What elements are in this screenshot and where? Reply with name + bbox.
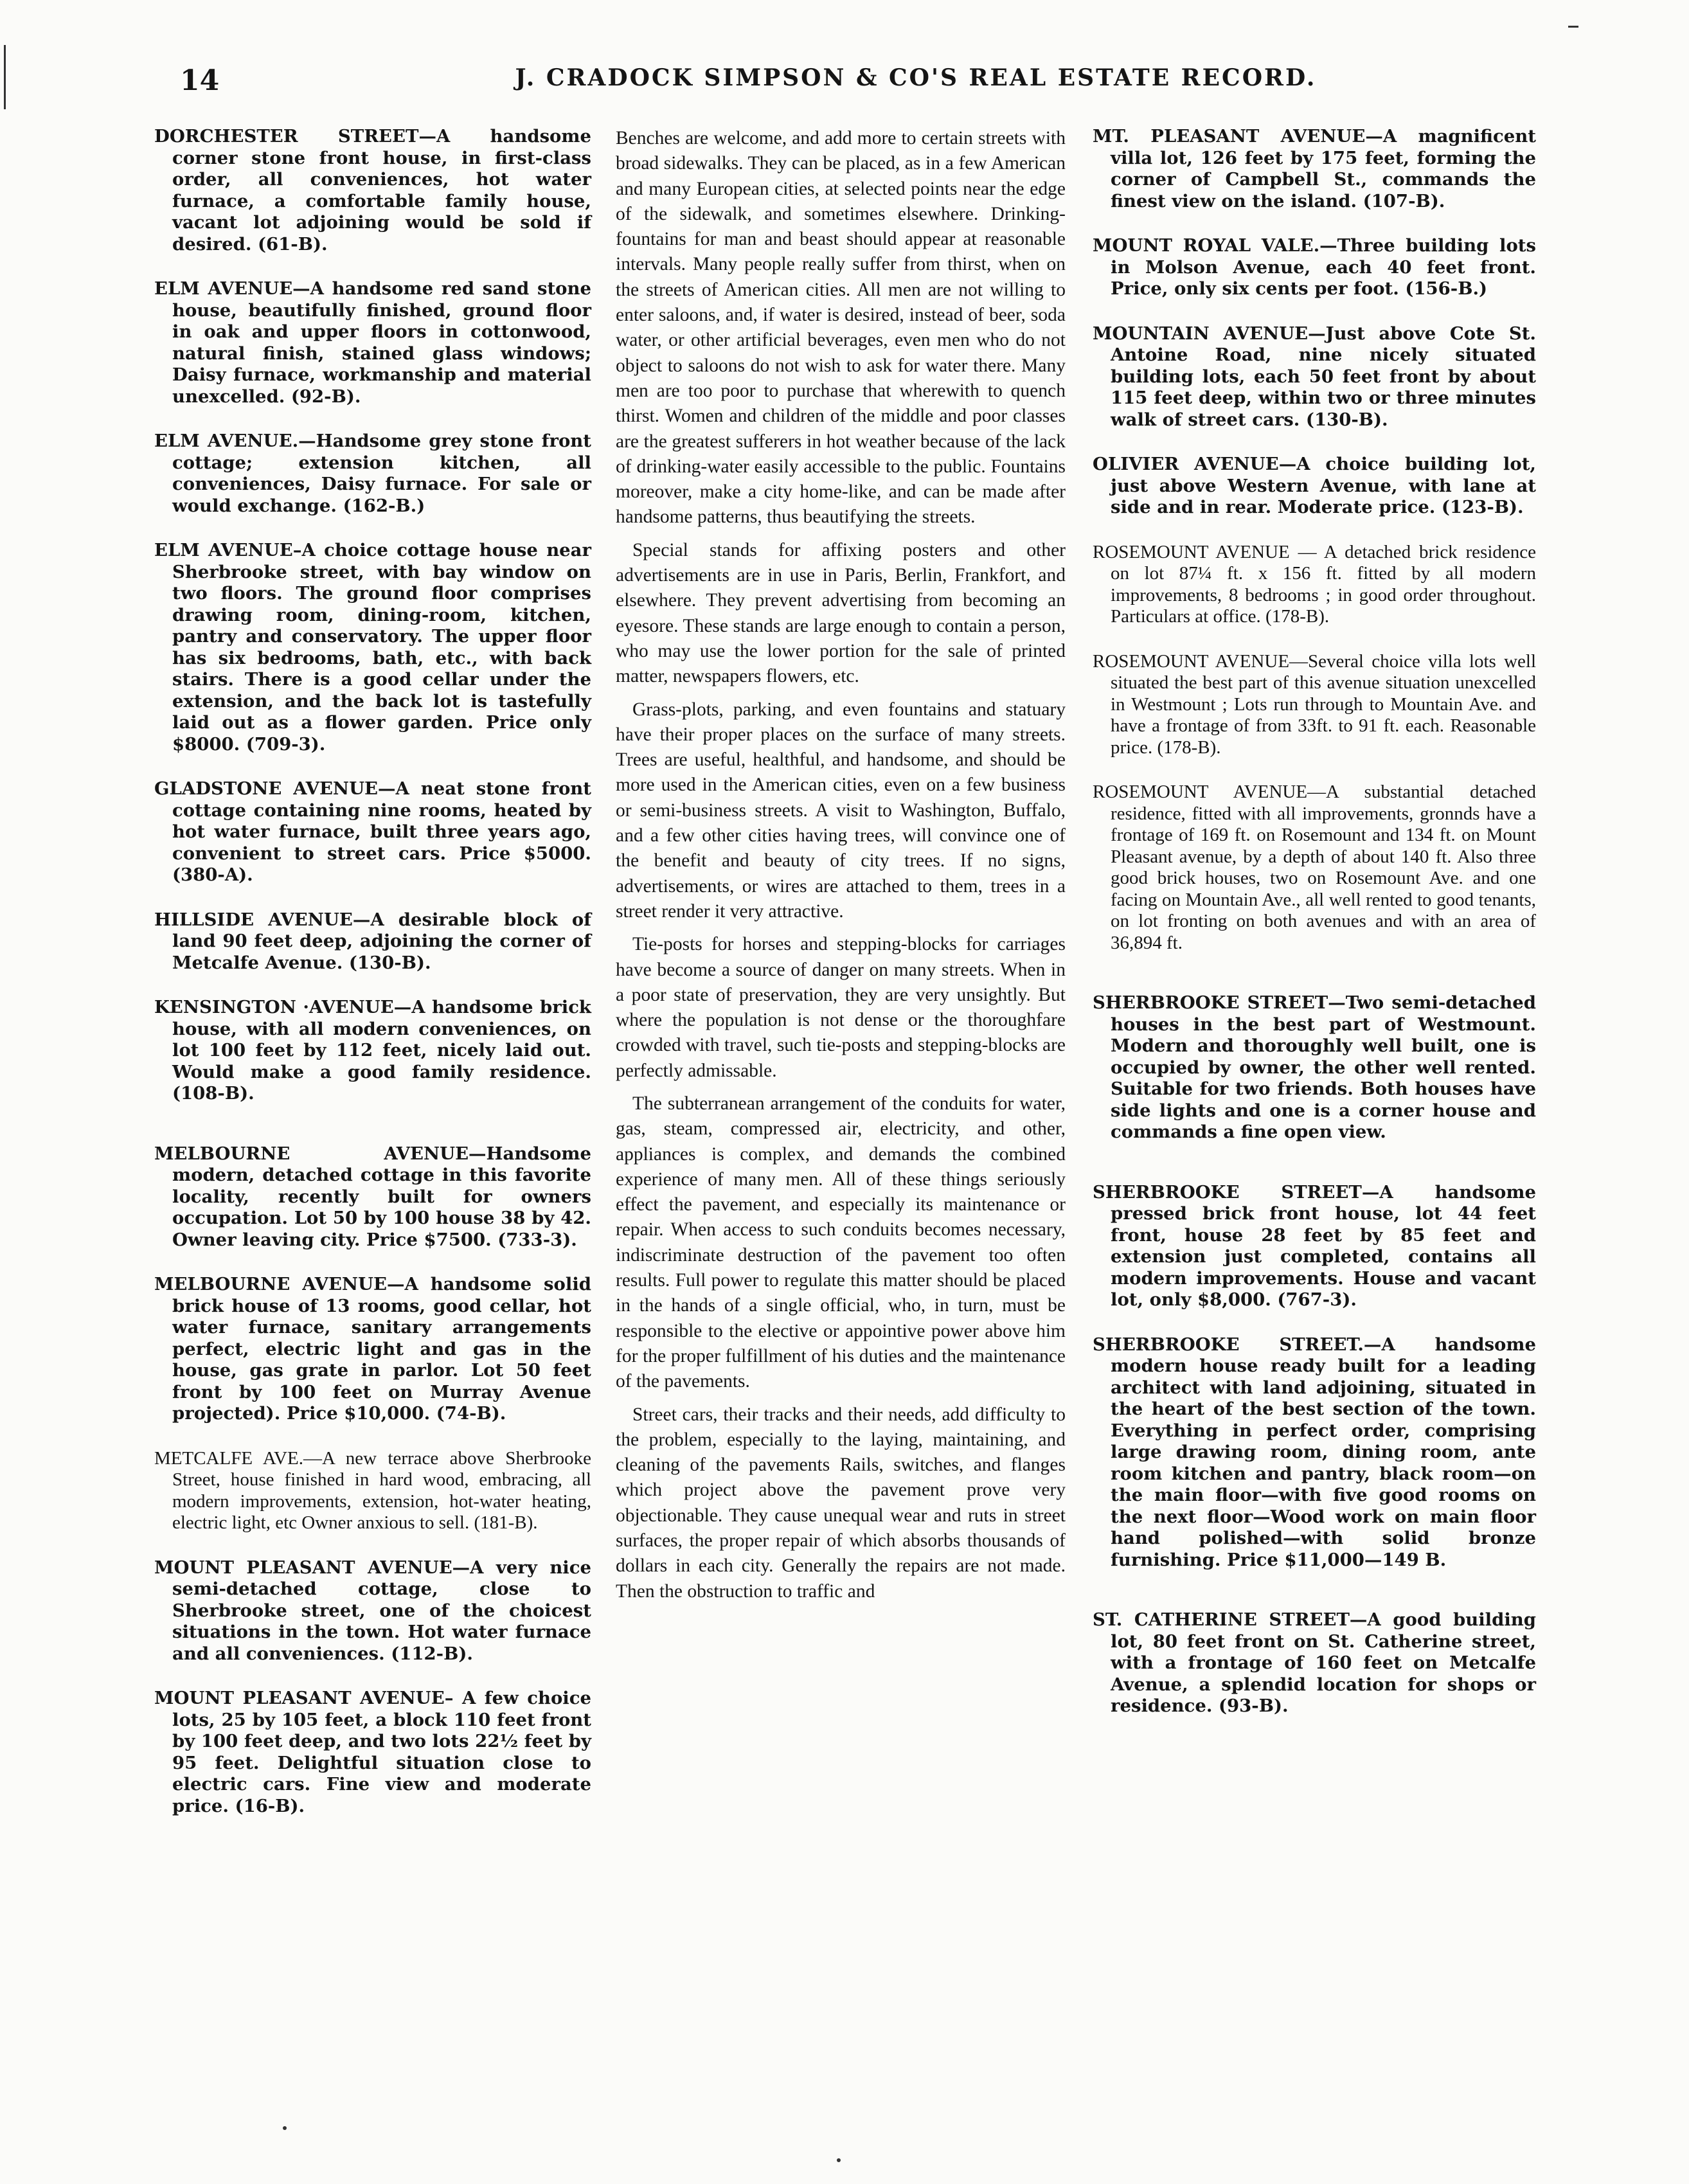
essay-advertising-stands: Special stands for affixing posters and other advertisements are in use in Paris, Berlin, Frankfort, and elsewhere. They prevent advertising from becoming an eyesore. These stands are large enough to contain a person, who may use the lower portion for the sale of printed matter, newspapers flowers, etc. bbox=[616, 539, 1066, 687]
speck-bottom-left bbox=[283, 2126, 287, 2130]
speck-bottom-middle bbox=[837, 2158, 841, 2162]
essay-grass-plots-trees: Grass-plots, parking, and even fountains and statuary have their proper places on the surface of many streets. Trees are useful, healthful, and handsome, and should be more used in the American cities, even on a few business or semi-business streets. A visit to Washington, Buffalo, and a few other cities having trees, will convince one of the benefit and beauty of city trees. If no signs, advertisements, or wires are attached to them, trees in a street render it very attractive. bbox=[616, 699, 1066, 922]
listing-mount-pleasant-cottage: MOUNT PLEASANT AVENUE—A very nice semi-detached cottage, close to Sherbrooke street, one of the choicest situations in the town. Hot water furnace and all conveniences. (112-B). bbox=[154, 1557, 591, 1664]
running-title: J. CRADOCK SIMPSON & CO'S REAL ESTATE RECORD. bbox=[515, 64, 1317, 91]
listing-dorchester-street: DORCHESTER STREET—A handsome corner stone front house, in first-class order, all conveniences, hot water furnace, a comfortable family house, vacant lot adjoining would be sold if desired. (61-B). bbox=[154, 126, 591, 255]
listing-mt-pleasant-villa-lot: MT. PLEASANT AVENUE—A magnificent villa lot, 126 feet by 175 feet, forming the corner of Campbell St., commands the finest view on the island. (107-B). bbox=[1093, 126, 1536, 211]
listing-metcalfe-ave: METCALFE AVE.—A new terrace above Sherbrooke Street, house finished in hard wood, embracing, all modern improvements, extension, hot-water heating, electric light, etc Owner anxious to sell. (181-B). bbox=[154, 1447, 591, 1533]
listing-melbourne-avenue-brick: MELBOURNE AVENUE—A handsome solid brick house of 13 rooms, good cellar, hot water furnace, sanitary arrangements perfect, electric light and gas in the house, gas grate in parlor. Lot 50 feet front by 100 feet on Murray Avenue projected). Price $10,000. (74-B). bbox=[154, 1274, 591, 1424]
listing-melbourne-avenue-cottage: MELBOURNE AVENUE—Handsome modern, detached cottage in this favorite locality, recently built for owners occupation. Lot 50 by 100 house 38 by 42. Owner leaving city. Price $7500. (733-3). bbox=[154, 1143, 591, 1250]
listing-mountain-avenue: MOUNTAIN AVENUE—Just above Cote St. Antoine Road, nine nicely situated building lots, each 50 feet front by about 115 feet deep, within two or three minutes walk of street cars. (130-B). bbox=[1093, 323, 1536, 430]
listing-mount-royal-vale: MOUNT ROYAL VALE.—Three building lots in Molson Avenue, each 40 feet front. Price, only six cents per foot. (156-B.) bbox=[1093, 235, 1536, 299]
middle-column bbox=[616, 126, 1066, 1612]
listing-kensington-avenue: KENSINGTON ·AVENUE—A handsome brick house, with all modern conveniences, on lot 100 feet by 112 feet, nicely laid out. Would make a good family residence. (108-B). bbox=[154, 997, 591, 1104]
essay-street-cars: Street cars, their tracks and their needs, add difficulty to the problem, especially to the laying, maintaining, and cleaning of the pavements Rails, switches, and flanges which project above the pavement prove very objectionable. They cause unequal wear and ruts in street surfaces, the proper repair of which absorbs thousands of dollars in each city. Generally the repairs are not made. Then the obstruction to traffic and bbox=[616, 1404, 1066, 1602]
listing-mount-pleasant-lots: MOUNT PLEASANT AVENUE– A few choice lots, 25 by 105 feet, a block 110 feet front by 100 feet deep, and two lots 22½ feet by 95 feet. Delightful situation close to electric cars. Fine view and moderate price. (16-B). bbox=[154, 1688, 591, 1816]
right-column bbox=[1093, 126, 1536, 1741]
listing-sherbrooke-semi-detached: SHERBROOKE STREET—Two semi-detached houses in the best part of Westmount. Modern and thoroughly well built, one is occupied by owner, the other well rented. Suitable for two friends. Both houses have side lights and one is a corner house and commands a fine open view. bbox=[1093, 992, 1536, 1142]
page-header bbox=[174, 64, 1497, 109]
essay-tie-posts: Tie-posts for horses and stepping-blocks for carriages have become a source of danger on many streets. When in a poor state of preservation, they are very unsightly. But where the population is not dense or the thoroughfare crowded with travel, such tie-posts and stepping-blocks are perfectly admissable. bbox=[616, 934, 1066, 1081]
listing-rosemount-villa-lots: ROSEMOUNT AVENUE—Several choice villa lots well situated the best part of this avenue situation unexcelled in Westmount ; Lots run through to Mountain Ave. and have a frontage of from 33ft. to 91 ft. each. Reasonable price. (178-B). bbox=[1093, 650, 1536, 758]
page-number: 14 bbox=[180, 64, 220, 97]
listing-st-catherine-street: ST. CATHERINE STREET—A good building lot, 80 feet front on St. Catherine street, with a frontage of 160 feet on Metcalfe Avenue, a splendid location for shops or residence. (93-B). bbox=[1093, 1609, 1536, 1716]
listing-sherbrooke-architect: SHERBROOKE STREET.—A handsome modern house ready built for a leading architect with land adjoining, situated in the heart of the best section of the town. Everything in perfect order, comprising large drawing room, dining room, ante room kitchen and pantry, black room—on the main floor—with five good rooms on the next floor—Wood work on main floor hand polished—with solid bronze furnishing. Price $11,000—149 B. bbox=[1093, 1334, 1536, 1570]
listing-elm-avenue-grey-stone: ELM AVENUE.—Handsome grey stone front cottage; extension kitchen, all conveniences, Daisy furnace. For sale or would exchange. (162-B.) bbox=[154, 431, 591, 516]
listing-rosemount-substantial: ROSEMOUNT AVENUE—A substantial detached residence, fitted with all improvements, gronnds have a frontage of 169 ft. on Rosemount and 134 ft. on Mount Pleasant avenue, by a depth of about 140 ft. Also three good brick houses, two on Rosemount Ave. and one facing on Mountain Ave., all well rented to good tenants, on lot fronting on both avenues and with an area of 36,894 ft. bbox=[1093, 782, 1536, 953]
left-column bbox=[154, 126, 591, 1840]
listing-elm-avenue-red-sandstone: ELM AVENUE—A handsome red sand stone house, beautifully finished, ground floor in oak and upper floors in cottonwood, natural finish, stained glass windows; Daisy furnace, workmanship and material unexcelled. (92-B). bbox=[154, 278, 591, 407]
listing-olivier-avenue: OLIVIER AVENUE—A choice building lot, just above Western Avenue, with lane at side and in rear. Moderate price. (123-B). bbox=[1093, 454, 1536, 517]
listing-sherbrooke-pressed-brick: SHERBROOKE STREET—A handsome pressed brick front house, lot 44 feet front, house 28 feet by 85 feet and extension just completed, contains all modern improvements. House and vacant lot, only $8,000. (767-3). bbox=[1093, 1181, 1536, 1310]
margin-mark-top-left bbox=[4, 45, 6, 109]
listing-rosemount-detached-brick: ROSEMOUNT AVENUE — A detached brick residence on lot 87¼ ft. x 156 ft. fitted by all modern improvements, 8 bedrooms ; in good order throughout. Particulars at office. (178-B). bbox=[1093, 541, 1536, 627]
margin-mark-top-right bbox=[1568, 26, 1578, 28]
essay-benches-fountains: Benches are welcome, and add more to certain streets with broad sidewalks. They can be placed, as in a few American and many European cities, at selected points near the edge of the sidewalk, and sometimes elsewhere. Drinking-fountains for man and beast should appear at reasonable intervals. Many people really suffer from thirst, when on the streets of American cities. All men are not willing to enter saloons, and, if water is desired, instead of beer, soda water, or other artificial beverages, even men who do not object to saloons do not wish to ask for water there. Many men are too poor to purchase that wherewith to quench thirst. Women and children of the middle and poor classes are the greatest sufferers in hot weather because of the lack of drinking-water easily accessible to the public. Fountains moreover, make a city home-like, and can be made after handsome patterns, thus beautifying the streets. bbox=[616, 128, 1066, 528]
listing-hillside-avenue: HILLSIDE AVENUE—A desirable block of land 90 feet deep, adjoining the corner of Metcalfe Avenue. (130-B). bbox=[154, 909, 591, 973]
listing-gladstone-avenue: GLADSTONE AVENUE—A neat stone front cottage containing nine rooms, heated by hot water furnace, built three years ago, convenient to street cars. Price $5000. (380-A). bbox=[154, 778, 591, 885]
essay-subterranean-conduits: The subterranean arrangement of the conduits for water, gas, steam, compressed air, electricity, and other, appliances is complex, and demands the combined experience of many men. All of these things seriously effect the pavement, and especially its maintenance or repair. When access to such conduits becomes necessary, indiscriminate destruction of the pavement too often results. Full power to regulate this matter should be placed in the hands of a single official, who, in turn, must be responsible to the elective or appointive power above him for the proper fulfillment of his duties and the maintenance of the pavements. bbox=[616, 1093, 1066, 1392]
listing-elm-avenue-cottage: ELM AVENUE–A choice cottage house near Sherbrooke street, with bay window on two floors. The ground floor comprises drawing room, dining-room, kitchen, pantry and conservatory. The upper floor has six bedrooms, bath, etc., with back stairs. There is a good cellar under the extension, and the back lot is tastefully laid out as a flower garden. Price only $8000. (709-3). bbox=[154, 540, 591, 755]
